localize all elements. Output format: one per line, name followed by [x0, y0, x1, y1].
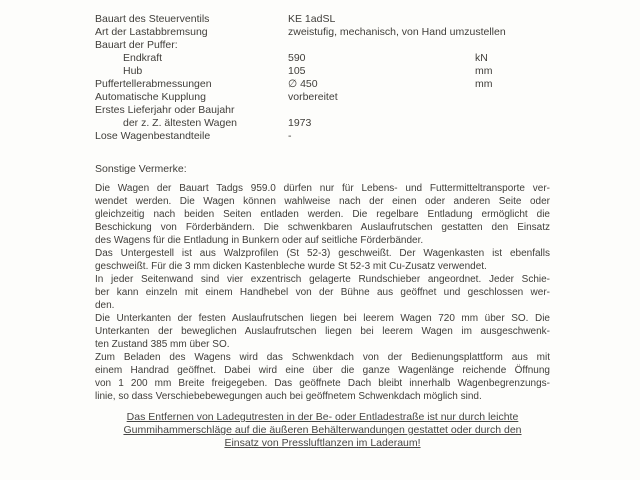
remarks-line: Die Unterkanten der festen Auslaufrutschen liegen bei leerem Wagen 720 mm über SO. Die — [95, 313, 550, 324]
spec-row — [95, 91, 550, 104]
spec-unit — [475, 39, 550, 52]
spec-unit — [475, 13, 550, 26]
spec-row — [95, 39, 550, 52]
spec-row — [95, 65, 550, 78]
remarks-body — [95, 182, 550, 403]
spec-table — [95, 13, 550, 143]
spec-unit: kN — [475, 52, 488, 64]
remarks-line: ber kann einzeln mit einem Handhebel von der Bühne aus geöffnet und geschlossen wer- — [95, 287, 550, 298]
spec-row — [95, 104, 550, 117]
remarks-line: gleichzeitig nach beiden Seiten entladen werden. Die regelbare Entladung ermöglicht die — [95, 209, 550, 220]
spec-value — [288, 39, 475, 52]
spec-unit — [475, 26, 550, 39]
remarks-line: Das Untergestell ist aus Walzprofilen (St 52-3) geschweißt. Der Wagenkasten ist ebenfalls — [95, 248, 550, 259]
spec-row — [95, 52, 550, 65]
spec-value: zweistufig, mechanisch, von Hand umzustellen — [288, 26, 506, 38]
spec-unit: mm — [475, 78, 493, 90]
spec-row — [95, 26, 550, 39]
spec-unit — [475, 117, 550, 130]
spec-label: Bauart der Puffer: — [95, 39, 178, 51]
spec-row — [95, 78, 550, 91]
spec-value: ∅ 450 — [288, 78, 318, 90]
remarks-line: Beschickung von Förderbändern. Die schwenkbaren Auslaufrutschen gestatten den Einsatz — [95, 222, 550, 233]
remarks-line: des Wagens für die Entladung in Bunkern oder auf seitliche Förderbänder. — [95, 235, 424, 246]
remarks-line: ten Zustand 385 mm über SO. — [95, 339, 230, 350]
warning-line: Das Entfernen von Ladegutresten in der Be- oder Entladestraße ist nur durch leichte — [126, 411, 519, 423]
spec-label: Puffertellerabmessungen — [95, 78, 212, 90]
remarks-line: linie, so dass Verschiebebewegungen auch bei geöffnetem Schwenkdach möglich sind. — [95, 391, 482, 402]
spec-value: 590 — [288, 52, 306, 64]
spec-value: - — [288, 130, 292, 142]
spec-label: Erstes Lieferjahr oder Baujahr — [95, 104, 235, 116]
remarks-line: geschweißt. Für die 3 mm dicken Kastenbleche wurde St 52-3 mit Cu-Zusatz verwendet. — [95, 261, 487, 272]
spec-value — [288, 104, 475, 117]
spec-unit — [475, 104, 550, 117]
spec-value: vorbereitet — [288, 91, 338, 103]
spec-label: Automatische Kupplung — [95, 91, 206, 103]
spec-label: Endkraft — [123, 52, 163, 64]
spec-row — [95, 117, 550, 130]
spec-row — [95, 130, 550, 143]
spec-value: 105 — [288, 65, 306, 77]
warning-line: Gummihammerschläge auf die äußeren Behälterwandungen gestattet oder durch den — [123, 424, 522, 436]
warning-block — [95, 411, 550, 450]
warning-line: Einsatz von Pressluftlanzen im Laderaum! — [224, 437, 421, 449]
remarks-line: In jeder Seitenwand sind vier exzentrisch gelagerte Rundschieber angeordnet. Jeder Schie- — [95, 274, 550, 285]
remarks-heading: Sonstige Vermerke: — [95, 163, 187, 175]
remarks-line: Unterkanten der beweglichen Auslaufrutschen liegen bei leerem Wagen im ausgeschwenk- — [95, 326, 550, 337]
spec-value: KE 1adSL — [288, 13, 336, 25]
remarks-line: von 1 200 mm Breite freigegeben. Das geöffnete Dach bleibt innerhalb Wagenbegrenzungs- — [95, 378, 550, 389]
spec-unit — [475, 130, 550, 143]
spec-unit: mm — [475, 65, 493, 77]
spec-row — [95, 13, 550, 26]
remarks-line: Die Wagen der Bauart Tadgs 959.0 dürfen nur für Lebens- und Futtermitteltransporte ver- — [95, 183, 550, 194]
spec-value: 1973 — [288, 117, 312, 129]
spec-label: Lose Wagenbestandteile — [95, 130, 211, 142]
remarks-line: Zum Beladen des Wagens wird das Schwenkdach von der Bedienungsplattform aus mit — [95, 352, 550, 363]
spec-label: Bauart des Steuerventils — [95, 13, 210, 25]
remarks-line: einem Handrad geöffnet. Dabei wird eine über die ganze Wagenlänge reichende Öffnung — [95, 365, 550, 376]
spec-label: Hub — [123, 65, 143, 77]
remarks-line: wendet werden. Die Wagen können wahlweise nach der einen oder anderen Seite oder — [95, 196, 550, 207]
spec-label: der z. Z. ältesten Wagen — [123, 117, 237, 129]
spec-unit — [475, 91, 550, 104]
remarks-line: den. — [95, 300, 115, 311]
spec-label: Art der Lastabbremsung — [95, 26, 208, 38]
